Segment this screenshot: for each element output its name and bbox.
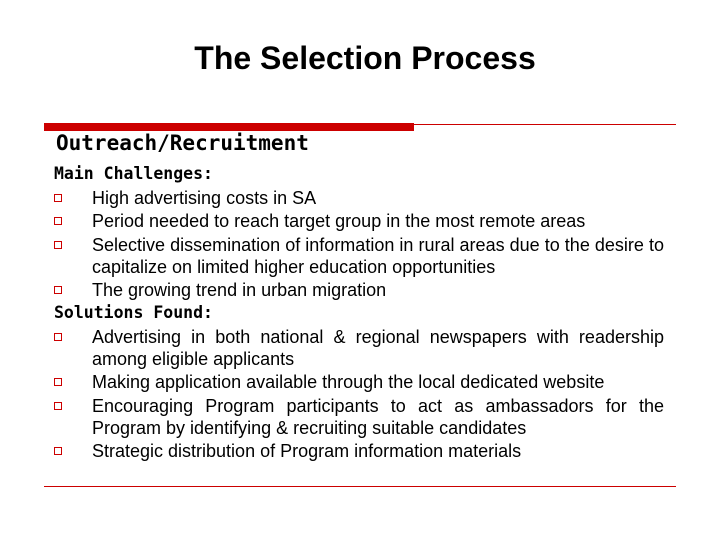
bottom-divider xyxy=(44,486,676,487)
list-item-text: Strategic distribution of Program information materials xyxy=(92,441,522,461)
list-item xyxy=(54,210,664,232)
section-heading-solutions: Solutions Found: xyxy=(54,303,213,322)
hollow-square-icon xyxy=(54,333,62,341)
slide-title: The Selection Process xyxy=(194,40,536,76)
list-item-text: Advertising in both national & regional newspapers with readership among eligible applicants xyxy=(92,326,664,369)
list-item xyxy=(54,395,664,439)
list-item-text: Selective dissemination of information in rural areas due to the desire to capitalize on limited higher education opportunities xyxy=(92,234,664,277)
title-underline-thin xyxy=(414,124,676,125)
list-item-text: Making application available through the local dedicated website xyxy=(92,372,605,392)
hollow-square-icon xyxy=(54,378,62,386)
list-item xyxy=(54,187,664,209)
hollow-square-icon xyxy=(54,217,62,225)
hollow-square-icon xyxy=(54,447,62,455)
hollow-square-icon xyxy=(54,241,62,249)
slide-body xyxy=(54,162,664,462)
hollow-square-icon xyxy=(54,286,62,294)
section-heading-challenges: Main Challenges: xyxy=(54,164,213,183)
list-item xyxy=(54,440,664,462)
list-item xyxy=(54,234,664,278)
list-item-text: High advertising costs in SA xyxy=(92,187,317,208)
list-item-text: The growing trend in urban migration xyxy=(92,280,387,300)
list-item-text: Encouraging Program participants to act as ambassadors for the Program by identifying & recruiting suitable candidates xyxy=(92,395,664,438)
list-item xyxy=(54,371,664,393)
hollow-square-icon xyxy=(54,194,62,202)
hollow-square-icon xyxy=(54,402,62,410)
slide-subtitle: Outreach/Recruitment xyxy=(56,131,309,155)
list-item-text: Period needed to reach target group in the most remote areas xyxy=(92,211,586,231)
list-item xyxy=(54,326,664,370)
list-item xyxy=(54,279,664,301)
title-underline-thick xyxy=(44,123,414,131)
